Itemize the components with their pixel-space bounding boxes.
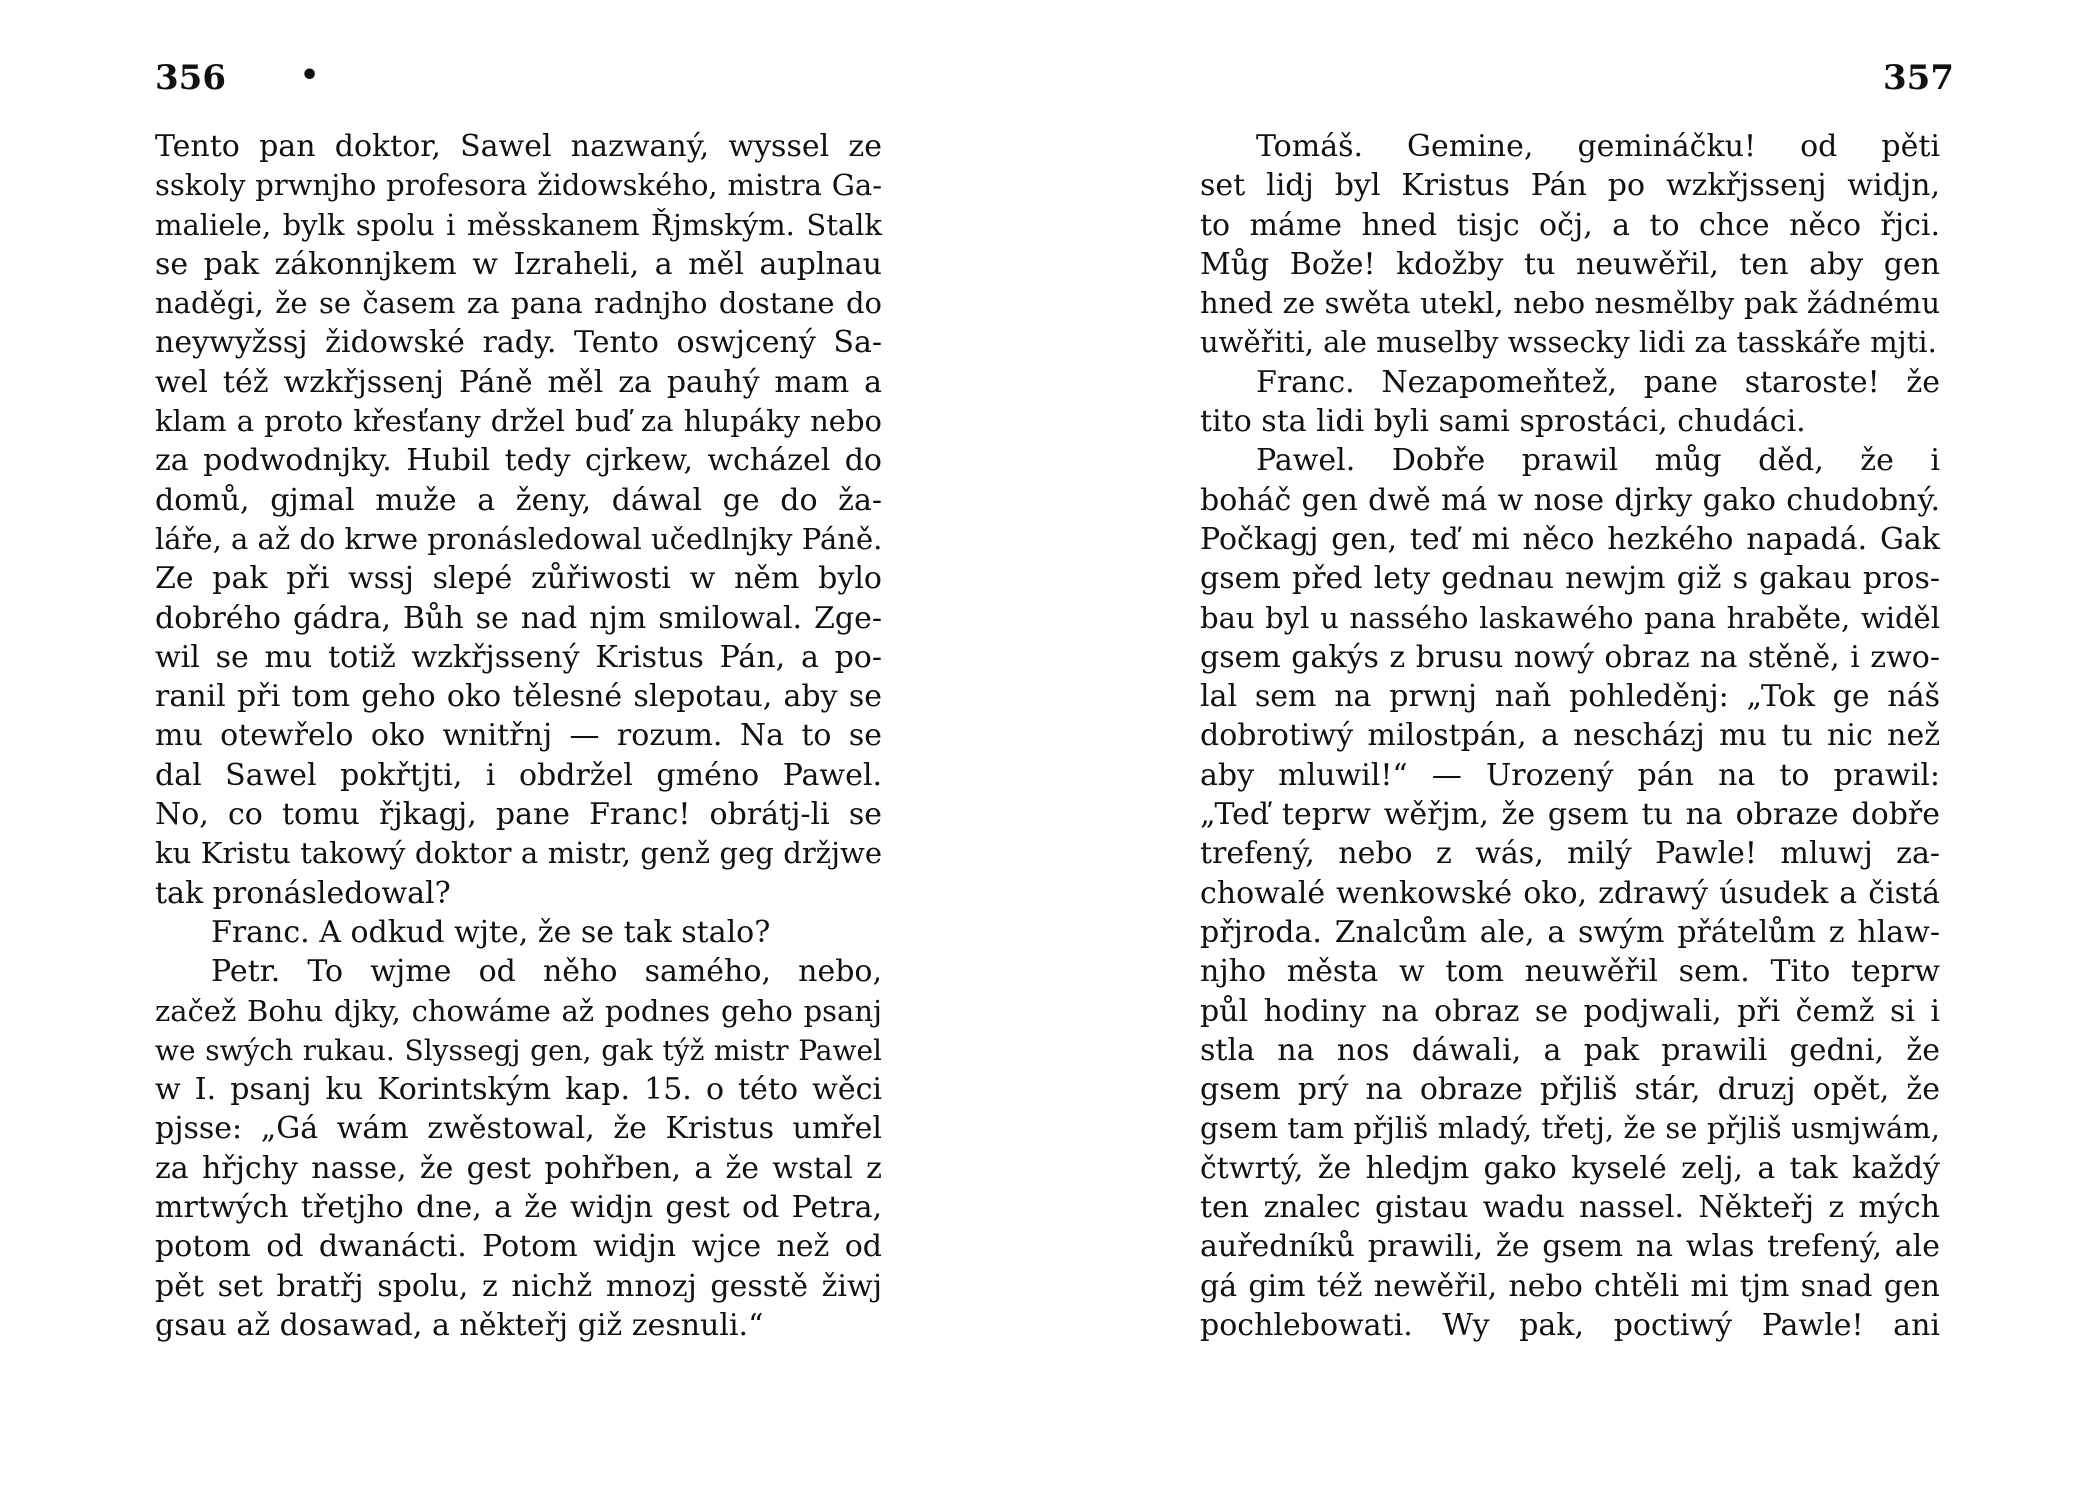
text-line: gá gim též newěřil, nebo chtěli mi tjm snad gen xyxy=(1200,1268,1940,1304)
text-line: gsem před lety gednau newjm giž s gakau pros- xyxy=(1200,561,1940,597)
text-line: to máme hned tisjc očj, a to chce něco řjci. xyxy=(1200,207,1940,243)
text-line: boháč gen dwě má w nose djrky gako chudobný. xyxy=(1200,482,1940,518)
text-line: Můg Bože! kdožby tu neuwěřil, ten aby gen xyxy=(1200,246,1940,282)
text-line: Franc. Nezapomeňtež, pane staroste! že xyxy=(1256,364,1940,400)
text-line: chowalé wenkowské oko, zdrawý úsudek a čistá xyxy=(1200,875,1940,911)
text-line: tito sta lidi byli sami sprostáci, chudáci. xyxy=(1200,404,1806,440)
text-line: set lidj byl Kristus Pán po wzkřjssenj widjn, xyxy=(1200,168,1940,204)
text-line: aby mluwil!“ — Urozený pán na to prawil: xyxy=(1200,757,1940,793)
text-line: pochlebowati. Wy pak, poctiwý Pawle! ani xyxy=(1200,1307,1940,1343)
text-line: klam a proto křesťany držel buď za hlupáky nebo xyxy=(155,404,882,439)
left-page-text xyxy=(155,127,882,1345)
text-line: tak pronásledowal? xyxy=(155,875,451,911)
text-line: lal sem na prwnj naň pohleděnj: „Tok ge náš xyxy=(1200,679,1940,715)
text-line: Pawel. Dobře prawil můg děd, že i xyxy=(1256,443,1940,479)
text-line: trefený, nebo z wás, milý Pawle! mluwj za- xyxy=(1200,836,1940,872)
text-line: za podwodnjky. Hubil tedy cjrkew, wcházel do xyxy=(155,443,882,479)
page-mark: • xyxy=(300,58,320,93)
text-line: Tento pan doktor, Sawel nazwaný, wyssel ze xyxy=(155,129,882,164)
text-line: Počkagj gen, teď mi něco hezkého napadá. Gak xyxy=(1200,521,1940,557)
text-line: ranil při tom geho oko tělesné slepotau, aby se xyxy=(155,679,882,715)
text-line: gsem prý na obraze přjliš stár, druzj opět, že xyxy=(1200,1072,1940,1108)
text-line: njho města w tom neuwěřil sem. Tito teprw xyxy=(1200,954,1940,990)
text-line: dal Sawel pokřtjti, i obdržel gméno Pawel. xyxy=(155,757,882,793)
text-line: w I. psanj ku Korintským kap. 15. o této wěci xyxy=(155,1072,882,1108)
right-page-text xyxy=(1200,127,1940,1345)
text-line: čtwrtý, že hledjm gako kyselé zelj, a tak každý xyxy=(1200,1150,1940,1186)
text-line: naděgi, že se časem za pana radnjho dostane do xyxy=(155,286,882,321)
text-line: maliele, bylk spolu i měsskanem Řjmským. Stalk xyxy=(155,207,882,242)
text-line: gsem gakýs z brusu nowý obraz na stěně, i zwo- xyxy=(1200,639,1940,675)
text-line: za hřjchy nasse, že gest pohřben, a že wstal z xyxy=(155,1150,882,1186)
text-line: stla na nos dáwali, a pak prawili gedni, že xyxy=(1200,1032,1940,1068)
text-line: hned ze swěta utekl, nebo nesmělby pak žádnému xyxy=(1200,286,1940,321)
text-line: we swých rukau. Slyssegj gen, gak týž mistr Pawel xyxy=(155,1033,882,1067)
text-line: začež Bohu djky, chowáme až podnes geho psanj xyxy=(155,993,882,1028)
text-line: půl hodiny na obraz se podjwali, při čemž si i xyxy=(1200,993,1940,1029)
text-line: láře, a až do krwe pronásledowal učedlnjky Páně. xyxy=(155,521,883,556)
text-line: dobrého gádra, Bůh se nad njm smilowal. Zge- xyxy=(155,600,882,636)
text-line: No, co tomu řjkagj, pane Franc! obrátj-li se xyxy=(155,797,882,833)
text-line: přjroda. Znalcům ale, a swým přátelům z hlaw- xyxy=(1200,914,1940,950)
text-line: Tomáš. Gemine, gemináčku! od pěti xyxy=(1256,129,1940,164)
text-line: uwěřiti, ale muselby wssecky lidi za tasskáře mjti. xyxy=(1200,325,1937,360)
text-line: Franc. A odkud wjte, že se tak stalo? xyxy=(211,914,771,950)
text-line: se pak zákonnjkem w Izraheli, a měl auplnau xyxy=(155,246,882,282)
text-line: neywyžssj židowské rady. Tento oswjcený Sa- xyxy=(155,325,882,361)
text-line: ku Kristu takowý doktor a mistr, genž geg držjwe xyxy=(155,836,882,871)
page-number-left: 356 xyxy=(155,58,226,98)
text-line: ten znalec gistau wadu nassel. Někteřj z mých xyxy=(1200,1190,1940,1226)
text-line: dobrotiwý milostpán, a nescházj mu tu nic než xyxy=(1200,718,1940,754)
page-number-right: 357 xyxy=(1883,58,1954,98)
text-line: gsau až dosawad, a někteřj giž zesnuli.“ xyxy=(155,1307,764,1343)
text-line: mrtwých třetjho dne, a že widjn gest od Petra, xyxy=(155,1190,882,1226)
text-line: pjsse: „Gá wám zwěstowal, že Kristus umřel xyxy=(155,1111,882,1147)
text-line: Petr. To wjme od něho samého, nebo, xyxy=(211,954,882,990)
text-line: auředníků prawili, že gsem na wlas trefený, ale xyxy=(1200,1229,1940,1265)
text-line: domů, gjmal muže a ženy, dáwal ge do ža- xyxy=(155,482,882,518)
text-line: „Teď teprw wěřjm, že gsem tu na obraze dobře xyxy=(1200,797,1940,833)
text-line: Ze pak při wssj slepé zůřiwosti w něm bylo xyxy=(155,561,882,597)
text-line: wel též wzkřjssenj Páně měl za pauhý mam a xyxy=(155,364,882,400)
text-line: gsem tam přjliš mladý, třetj, že se přjliš usmjwám, xyxy=(1200,1111,1940,1146)
text-line: bau byl u nassého laskawého pana hraběte, widěl xyxy=(1200,600,1940,635)
text-line: sskoly prwnjho profesora židowského, mistra Ga- xyxy=(155,168,882,203)
text-line: pět set bratřj spolu, z nichž mnozj gesstě žiwj xyxy=(155,1268,882,1304)
text-line: potom od dwanácti. Potom widjn wjce než od xyxy=(155,1229,882,1265)
text-line: mu otewřelo oko wnitřnj — rozum. Na to se xyxy=(155,718,882,754)
text-line: wil se mu totiž wzkřjssený Kristus Pán, a po- xyxy=(155,639,882,675)
